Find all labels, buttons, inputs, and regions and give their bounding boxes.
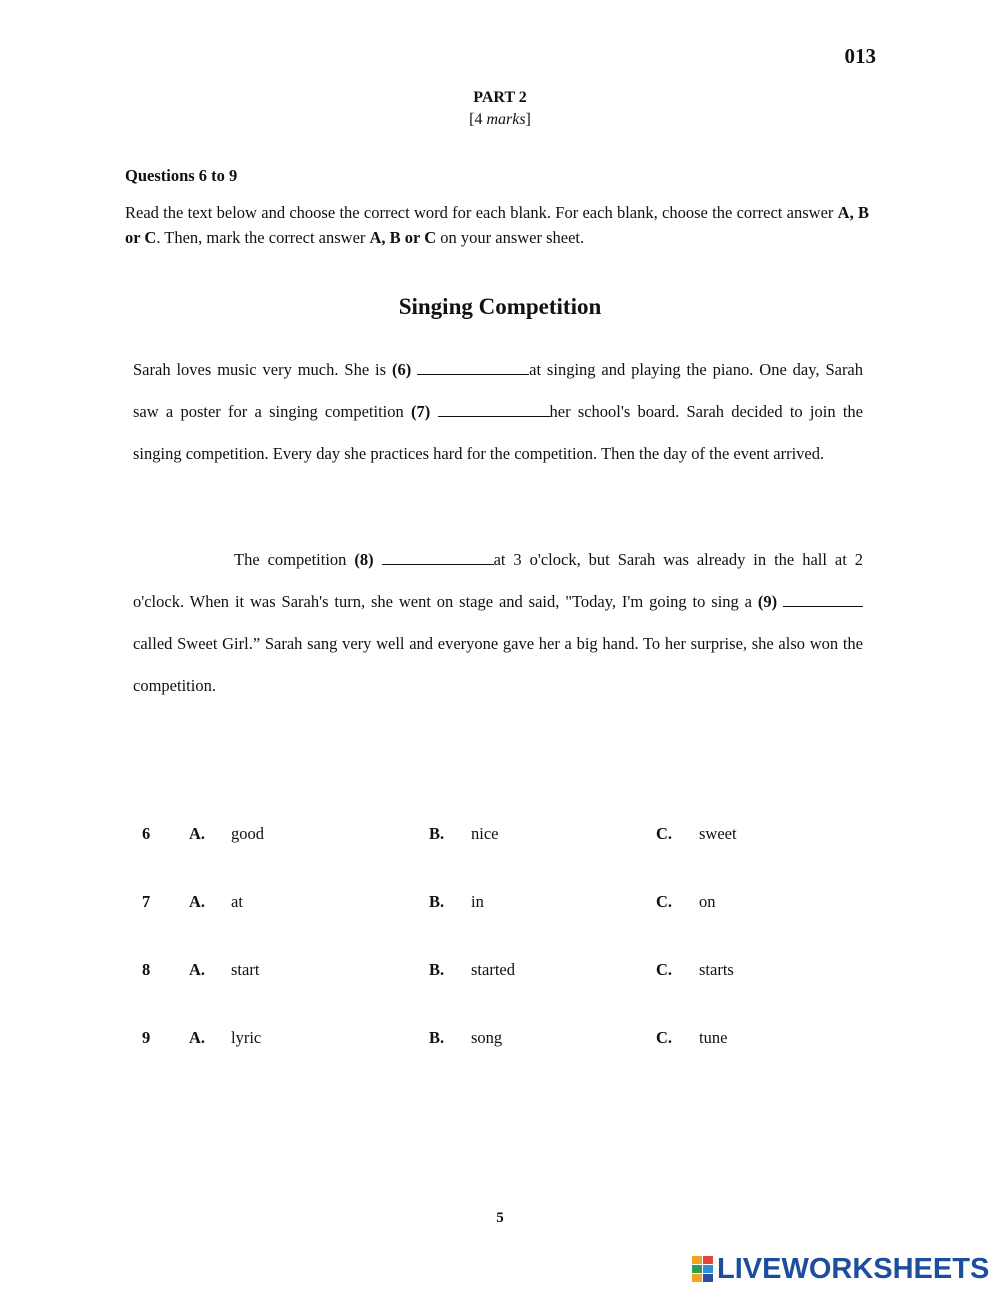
question-number: 9	[142, 1028, 151, 1047]
passage-title: Singing Competition	[398, 294, 602, 319]
option-row-9	[133, 1016, 873, 1084]
page-number: 5	[496, 1210, 504, 1226]
passage-paragraph-1: Sarah loves music very much. She is (6) at singing and playing the piano. One day, Sarah saw a poster for a singing competition (7) her school's board. Sarah decided to join the singing competition. Every day she practices hard for the competition. Then the day of the event arrived.	[133, 360, 864, 463]
option-c-label: C.	[656, 1028, 673, 1047]
option-a[interactable]: good	[231, 824, 264, 843]
option-c[interactable]: on	[699, 892, 716, 911]
logo-text: LIVEWORKSHEETS	[717, 1252, 990, 1285]
liveworksheets-logo	[692, 1253, 989, 1285]
option-a-label: A.	[189, 1028, 206, 1047]
liveworksheets-logo-icon	[692, 1256, 713, 1282]
questions-heading: Questions 6 to 9	[125, 166, 238, 185]
blank-7[interactable]	[438, 402, 550, 417]
passage-paragraph-2: The competition (8) at 3 o'clock, but Sarah was already in the hall at 2 o'clock. When it was Sarah's turn, she went on stage and said, "Today, I'm going to sing a (9) called Sweet Girl.” Sarah sang very well and everyone gave her a big hand. To her surprise, she also won the competition.	[133, 550, 863, 695]
option-a[interactable]: lyric	[231, 1028, 262, 1047]
blank-8[interactable]	[382, 550, 494, 565]
option-row-8	[133, 948, 873, 1016]
option-c[interactable]: starts	[699, 960, 734, 979]
option-b-label: B.	[429, 824, 445, 843]
answer-options	[133, 812, 873, 1084]
option-b[interactable]: nice	[471, 824, 499, 843]
question-number: 6	[142, 824, 151, 843]
option-row-7	[133, 880, 873, 948]
option-c[interactable]: tune	[699, 1028, 728, 1047]
blank-6[interactable]	[417, 360, 529, 375]
option-a[interactable]: at	[231, 892, 243, 911]
part-marks: [4 marks]	[469, 111, 531, 128]
option-b-label: B.	[429, 960, 445, 979]
option-a-label: A.	[189, 824, 206, 843]
question-number: 8	[142, 960, 151, 979]
option-b[interactable]: started	[471, 960, 515, 979]
option-a-label: A.	[189, 892, 206, 911]
option-b[interactable]: song	[471, 1028, 503, 1047]
option-c[interactable]: sweet	[699, 824, 737, 843]
option-a[interactable]: start	[231, 960, 260, 979]
option-b-label: B.	[429, 892, 445, 911]
part-title: PART 2	[473, 89, 527, 106]
blank-9[interactable]	[783, 592, 863, 607]
option-b[interactable]: in	[471, 892, 484, 911]
option-a-label: A.	[189, 960, 206, 979]
option-b-label: B.	[429, 1028, 445, 1047]
instructions: Read the text below and choose the correct word for each blank. For each blank, choose the correct answer A, B or C. Then, mark the correct answer A, B or C on your answer sheet.	[125, 203, 870, 247]
question-number: 7	[142, 892, 151, 911]
option-c-label: C.	[656, 960, 673, 979]
option-c-label: C.	[656, 892, 673, 911]
option-row-6	[133, 812, 873, 880]
page-code: 013	[844, 44, 876, 68]
option-c-label: C.	[656, 824, 673, 843]
